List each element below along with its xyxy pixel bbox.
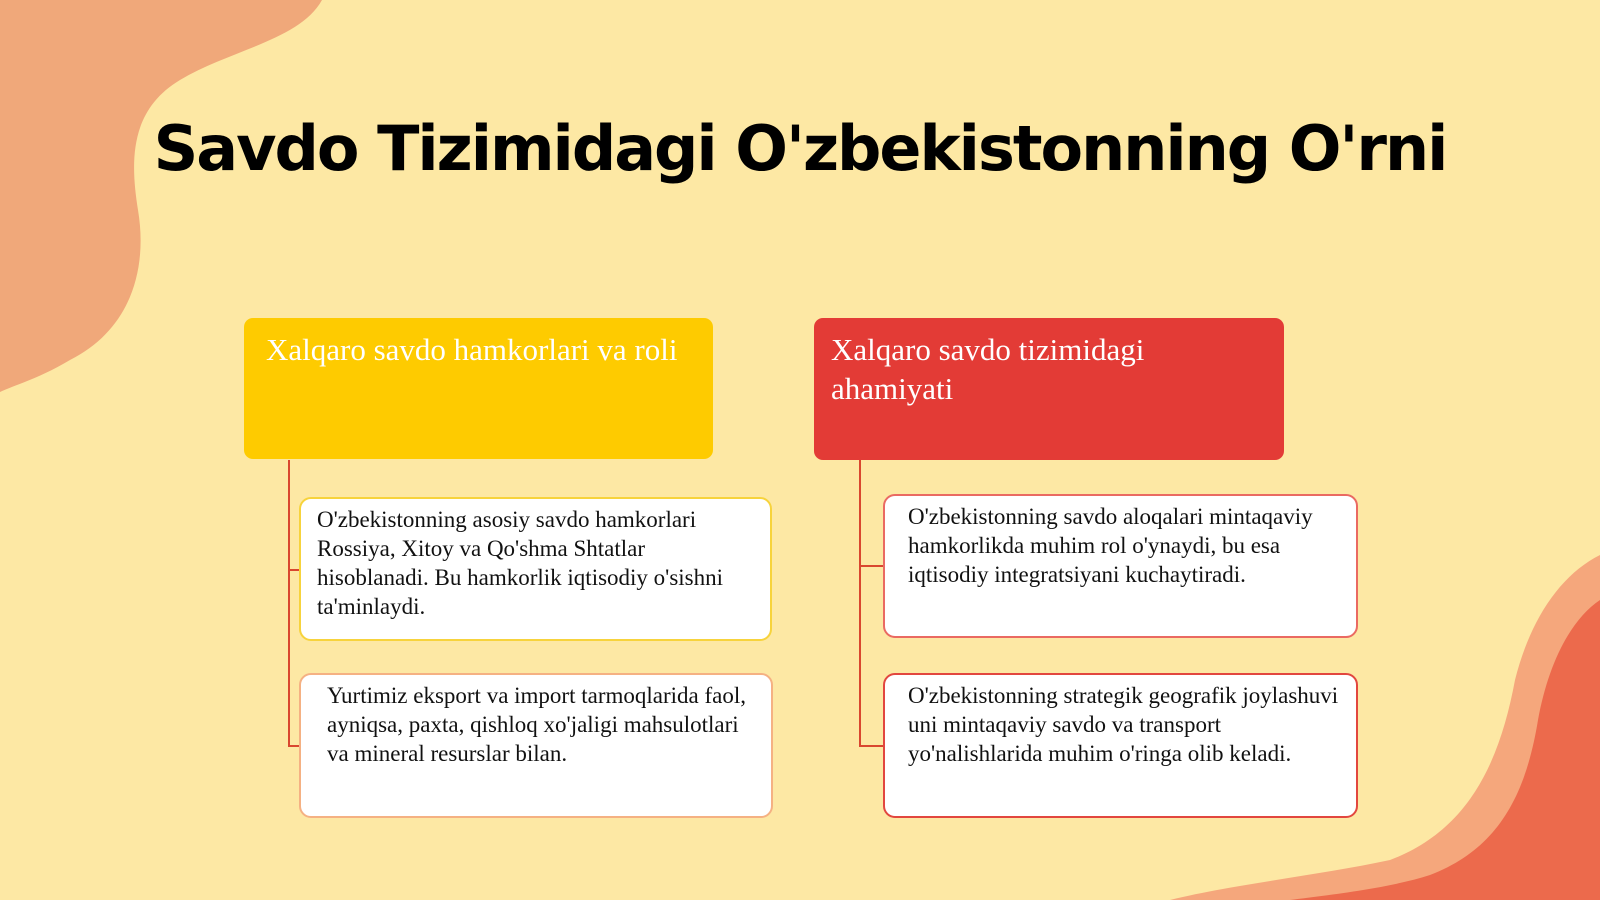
card-export-import-text: Yurtimiz eksport va import tarmoqlarida faol, ayniqsa, paxta, qishloq xo'jaligi mahsulotlari va mineral resurslar bilan. <box>327 683 746 766</box>
card-regional-cooperation <box>883 494 1358 638</box>
heading-trade-partners-label: Xalqaro savdo hamkorlari va roli <box>266 332 678 367</box>
card-geographic-location <box>883 673 1358 818</box>
card-geographic-location-text: O'zbekistonning strategik geografik joylashuvi uni mintaqaviy savdo va transport yo'nalishlarida muhim o'ringa olib keladi. <box>908 683 1339 766</box>
card-main-partners <box>299 497 772 641</box>
card-regional-cooperation-text: O'zbekistonning savdo aloqalari mintaqaviy hamkorlikda muhim rol o'ynaydi, bu esa iqtisodiy integratsiyani kuchaytiradi. <box>908 504 1313 587</box>
slide-title: Savdo Tizimidagi O'zbekistonning O'rni <box>153 112 1447 185</box>
heading-box-trade-partners <box>244 318 713 459</box>
heading-trade-importance-label: Xalqaro savdo tizimidagi ahamiyati <box>831 332 1145 406</box>
card-main-partners-text: O'zbekistonning asosiy savdo hamkorlari Rossiya, Xitoy va Qo'shma Shtatlar hisoblanadi. Bu hamkorlik iqtisodiy o'sishni ta'minlaydi. <box>317 507 724 619</box>
heading-box-trade-importance <box>814 318 1284 460</box>
right-tree-connector <box>857 460 885 750</box>
card-export-import <box>299 673 773 818</box>
